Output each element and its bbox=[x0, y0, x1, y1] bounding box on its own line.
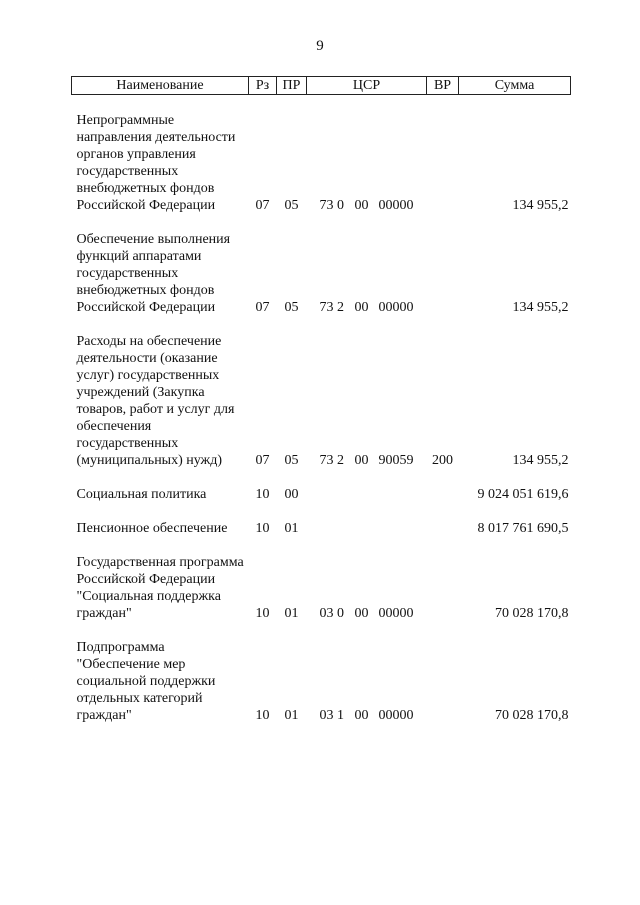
row-vr bbox=[427, 520, 459, 537]
table-row bbox=[72, 333, 571, 469]
row-csr-code: 00000 bbox=[378, 606, 414, 621]
row-vr bbox=[427, 231, 459, 316]
row-pr: 05 bbox=[284, 453, 299, 468]
row-csr-program: 03 0 bbox=[319, 606, 344, 621]
row-csr-program: 03 1 bbox=[319, 708, 344, 723]
row-csr-program: 73 2 bbox=[319, 300, 344, 315]
row-csr-program bbox=[307, 486, 349, 503]
row-csr-code: 00000 bbox=[378, 708, 414, 723]
row-csr-direction bbox=[349, 486, 375, 503]
row-csr-direction: 00 bbox=[354, 606, 369, 621]
row-name: Обеспечение выполнения функций аппаратами государственных внебюджетных фондов Российской Федерации bbox=[76, 232, 231, 315]
row-csr-program bbox=[307, 520, 349, 537]
row-csr-direction: 00 bbox=[354, 300, 369, 315]
row-rz: 10 bbox=[255, 487, 270, 502]
row-rz: 07 bbox=[255, 198, 270, 213]
header-rz: Рз bbox=[249, 77, 277, 95]
row-csr-program: 73 2 bbox=[319, 453, 344, 468]
row-rz: 10 bbox=[255, 708, 270, 723]
row-name: Социальная политика bbox=[76, 487, 207, 502]
row-csr-direction: 00 bbox=[354, 198, 369, 213]
row-rz: 10 bbox=[255, 606, 270, 621]
page-number: 9 bbox=[316, 38, 324, 54]
row-sum: 8 017 761 690,5 bbox=[477, 521, 569, 536]
row-pr: 05 bbox=[284, 198, 299, 213]
row-sum: 134 955,2 bbox=[512, 300, 569, 315]
row-sum: 70 028 170,8 bbox=[495, 708, 569, 723]
row-vr bbox=[427, 639, 459, 724]
row-csr-program: 73 0 bbox=[319, 198, 344, 213]
row-csr-direction: 00 bbox=[354, 453, 369, 468]
row-pr: 01 bbox=[284, 606, 299, 621]
table-row bbox=[72, 639, 571, 724]
table-header bbox=[72, 77, 571, 95]
row-csr-code: 00000 bbox=[378, 300, 414, 315]
row-pr: 00 bbox=[284, 487, 299, 502]
row-name: Непрограммные направления деятельности органов управления государственных внебюджетных фондов Российской Федерации bbox=[76, 113, 236, 213]
row-vr bbox=[427, 112, 459, 214]
row-pr: 01 bbox=[284, 708, 299, 723]
header-pr: ПР bbox=[277, 77, 307, 95]
header-sum: Сумма bbox=[459, 77, 571, 95]
row-vr bbox=[427, 486, 459, 503]
row-csr-direction bbox=[349, 520, 375, 537]
table-row bbox=[72, 112, 571, 214]
row-csr-code bbox=[375, 486, 427, 503]
row-name: Расходы на обеспечение деятельности (оказание услуг) государственных учреждений (Закупка товаров, работ и услуг для обеспечения государственных (муниципальных) нужд) bbox=[76, 334, 235, 468]
row-pr: 05 bbox=[284, 300, 299, 315]
header-name: Наименование bbox=[72, 77, 249, 95]
row-rz: 07 bbox=[255, 300, 270, 315]
row-rz: 07 bbox=[255, 453, 270, 468]
row-name: Пенсионное обеспечение bbox=[76, 521, 228, 536]
row-sum: 134 955,2 bbox=[512, 198, 569, 213]
table-row bbox=[72, 231, 571, 316]
row-csr-code: 00000 bbox=[378, 198, 414, 213]
row-csr-code: 90059 bbox=[378, 453, 414, 468]
row-name: Государственная программа Российской Федерации "Социальная поддержка граждан" bbox=[76, 555, 244, 621]
header-csr: ЦСР bbox=[307, 77, 427, 95]
row-vr: 200 bbox=[432, 453, 454, 468]
budget-table bbox=[71, 76, 571, 724]
row-csr-direction: 00 bbox=[354, 708, 369, 723]
table-row bbox=[72, 554, 571, 622]
row-sum: 70 028 170,8 bbox=[495, 606, 569, 621]
row-name: Подпрограмма "Обеспечение мер социальной поддержки отдельных категорий граждан" bbox=[76, 640, 216, 723]
row-pr: 01 bbox=[284, 521, 299, 536]
row-csr-code bbox=[375, 520, 427, 537]
row-sum: 9 024 051 619,6 bbox=[477, 487, 569, 502]
row-rz: 10 bbox=[255, 521, 270, 536]
header-vr: ВР bbox=[427, 77, 459, 95]
table-row bbox=[72, 520, 571, 537]
table-row bbox=[72, 486, 571, 503]
row-vr bbox=[427, 554, 459, 622]
row-sum: 134 955,2 bbox=[512, 453, 569, 468]
